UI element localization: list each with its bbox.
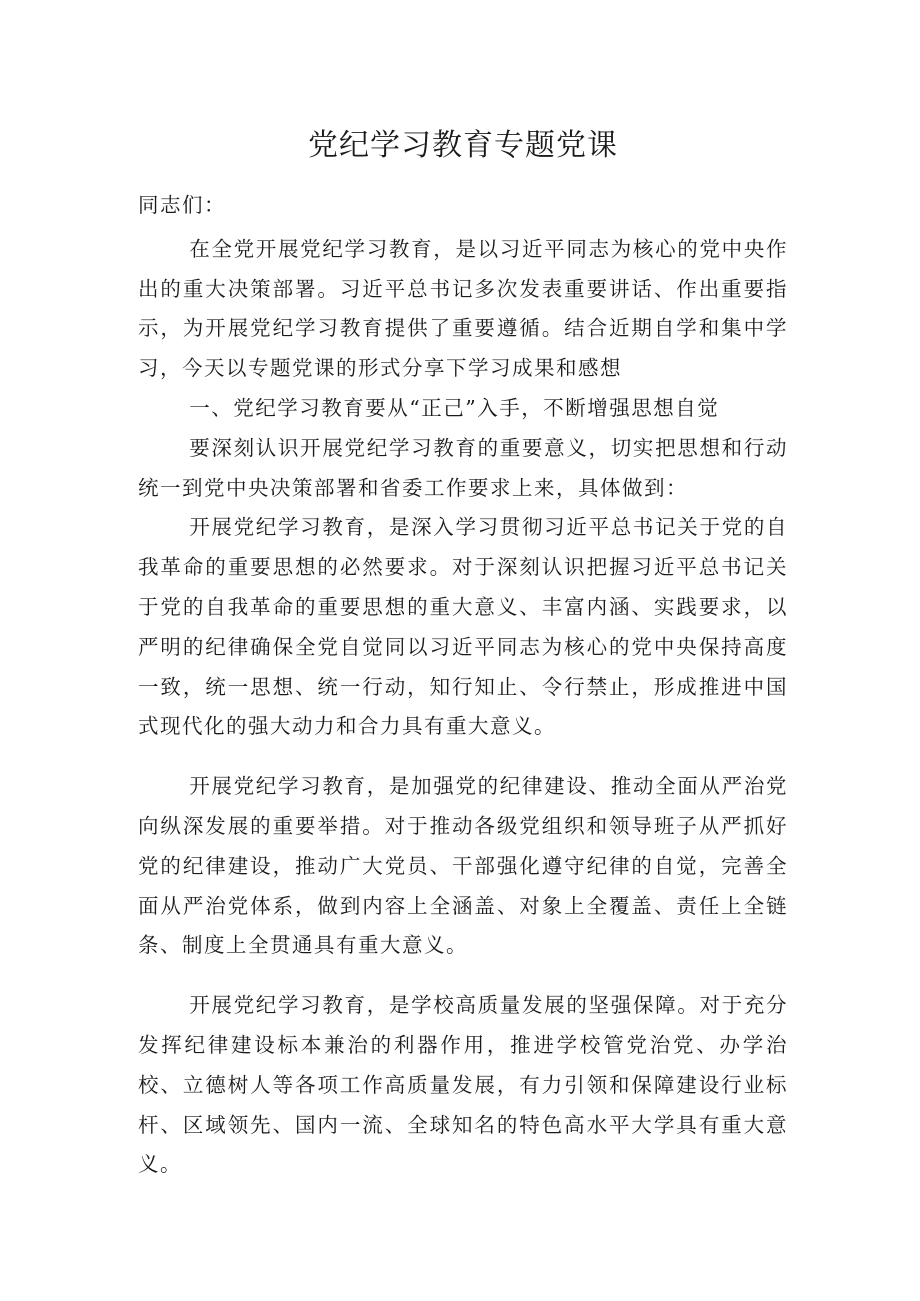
section-heading-1: 一、党纪学习教育要从“正己”入手，不断增强思想自觉: [189, 395, 720, 420]
document-page: [138, 120, 788, 1185]
intro-paragraph: 在全党开展党纪学习教育，是以习近平同志为核心的党中央作出的重大决策部署。习近平总书记多次发表重要讲话、作出重要指示，为开展党纪学习教育提供了重要遵循。结合近期自学和集中学习，今天以专题党课的形式分享下学习成果和感想: [138, 236, 788, 381]
document-title: 党纪学习教育专题党课: [308, 128, 618, 163]
body-paragraph-2: 开展党纪学习教育，是加强党的纪律建设、推动全面从严治党向纵深发展的重要举措。对于推动各级党组织和领导班子从严抓好党的纪律建设，推动广大党员、干部强化遵守纪律的自觉，完善全面从严治党体系，做到内容上全涵盖、对象上全覆盖、责任上全链条、制度上全贯通具有重大意义。: [138, 774, 788, 958]
section-intro-paragraph: 要深刻认识开展党纪学习教育的重要意义，切实把思想和行动统一到党中央决策部署和省委工作要求上来，具体做到：: [138, 435, 788, 500]
body-paragraph-1: 开展党纪学习教育，是深入学习贯彻习近平总书记关于党的自我革命的重要思想的必然要求。对于深刻认识把握习近平总书记关于党的自我革命的重要思想的重大意义、丰富内涵、实践要求，以严明的纪律确保全党自觉同以习近平同志为核心的党中央保持高度一致，统一思想、统一行动，知行知止、令行禁止，形成推进中国式现代化的强大动力和合力具有重大意义。: [138, 515, 788, 739]
body-paragraph-3: 开展党纪学习教育，是学校高质量发展的坚强保障。对于充分发挥纪律建设标本兼治的利器作用，推进学校管党治党、办学治校、立德树人等各项工作高质量发展，有力引领和保障建设行业标杆、区域领先、国内一流、全球知名的特色高水平大学具有重大意义。: [138, 993, 788, 1177]
salutation: 同志们：: [138, 193, 226, 217]
